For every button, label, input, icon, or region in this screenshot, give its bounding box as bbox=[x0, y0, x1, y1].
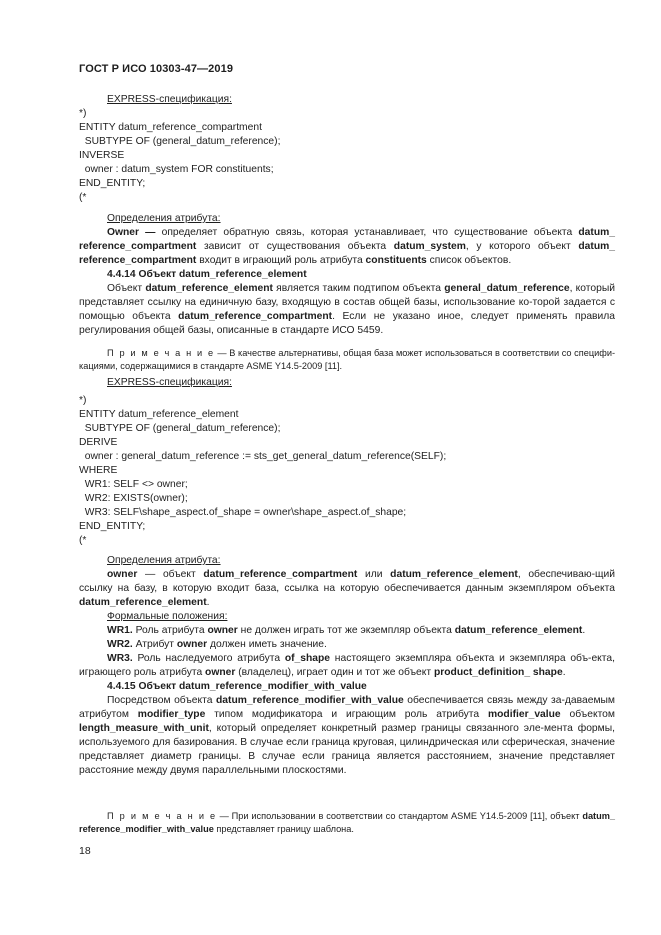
code-line: WR2: EXISTS(owner); bbox=[79, 493, 188, 504]
express-label: EXPRESS-спецификация: bbox=[107, 377, 232, 388]
express-spec-2 bbox=[79, 376, 615, 548]
code-line: WHERE bbox=[79, 465, 118, 476]
section-paragraph-4-4-15: Посредством объекта datum_reference_modifier_with_value обеспечивается связь между за-даваемым атрибутом modifier_type типом модификатора и играющим роль атрибута modifier_value объектом length_measure_with_unit, который определяет конкретный размер границы связанного эле-мента формы, используемого для базирования. В случае если граница круговая, цилиндрическая или сферическая, значение представляет диаметр границы. В случае если граница является расстоянием, значение представляет расстояние между двумя параллельными плоскостями. bbox=[79, 695, 615, 776]
attr-def-label: Определения атрибута: bbox=[107, 213, 221, 224]
note-1: П р и м е ч а н и е — В качестве альтернативы, общая база может использоваться в соответствии со специфи-кациями, содержащимися в стандарте ASME Y14.5-2009 [11]. bbox=[79, 348, 616, 371]
attribute-definitions-1 bbox=[79, 212, 615, 338]
attr-def-label: Определения атрибута: bbox=[107, 555, 221, 566]
document-header: ГОСТ Р ИСО 10303-47—2019 bbox=[79, 63, 234, 75]
code-line: ENTITY datum_reference_element bbox=[79, 409, 239, 420]
code-line: ENTITY datum_reference_compartment bbox=[79, 122, 262, 133]
code-line: owner : general_datum_reference := sts_get_general_datum_reference(SELF); bbox=[79, 451, 447, 462]
owner-definition-1: Owner — определяет обратную связь, которая устанавливает, что существование объекта datum_ reference_compartment зависит от существования объекта datum_system, у которого объект datum_ reference_compartment входит в играющий роль атрибута constituents список объектов. bbox=[79, 227, 616, 266]
section-paragraph-4-4-14: Объект datum_reference_element является таким подтипом объекта general_datum_reference, который представляет ссылку на единичную базу, входящую в состав общей базы, использование ко-торой задается с помощью объекта datum_reference_compartment. Если не указано иное, следует применять правила регулирования общей базы, описанные в стандарте ИСО 5459. bbox=[79, 283, 615, 336]
attribute-definitions-2 bbox=[79, 554, 615, 778]
code-block-2 bbox=[79, 394, 615, 548]
rule-wr3: WR3. Роль наследуемого атрибута of_shape настоящего экземпляра объекта и экземпляра объ-екта, играющего роль атрибута owner (владелец), играет один и тот же объект product_definition_ shape. bbox=[79, 653, 615, 678]
express-spec-1 bbox=[79, 93, 615, 205]
code-line: DERIVE bbox=[79, 437, 118, 448]
code-line: owner : datum_system FOR constituents; bbox=[79, 164, 274, 175]
page-number: 18 bbox=[79, 845, 91, 857]
section-heading-4-4-14: 4.4.14 Объект datum_reference_element bbox=[107, 269, 307, 280]
code-line: SUBTYPE OF (general_datum_reference); bbox=[79, 423, 281, 434]
note-2: П р и м е ч а н и е — При использовании в соответствии со стандартом ASME Y14.5-2009 [11], объект datum_ reference_modifier_with_value представляет границу шаблона. bbox=[79, 811, 616, 834]
code-line: *) bbox=[79, 108, 87, 119]
code-line: (* bbox=[79, 192, 87, 203]
code-line: (* bbox=[79, 535, 87, 546]
rule-wr1: WR1. Роль атрибута owner не должен играть тот же экземпляр объекта datum_reference_element. bbox=[107, 625, 586, 636]
express-label: EXPRESS-спецификация: bbox=[107, 94, 232, 105]
code-line: WR3: SELF\shape_aspect.of_shape = owner\shape_aspect.of_shape; bbox=[79, 507, 407, 518]
code-line: SUBTYPE OF (general_datum_reference); bbox=[79, 136, 281, 147]
rule-wr2: WR2. Атрибут owner должен иметь значение. bbox=[107, 639, 327, 650]
formal-label: Формальные положения: bbox=[107, 611, 228, 622]
code-line: END_ENTITY; bbox=[79, 178, 146, 189]
code-block-1 bbox=[79, 107, 615, 205]
code-line: INVERSE bbox=[79, 150, 125, 161]
section-heading-4-4-15: 4.4.15 Объект datum_reference_modifier_with_value bbox=[107, 681, 367, 692]
owner-definition-2: owner — объект datum_reference_compartment или datum_reference_element, обеспечиваю-щий ссылку на базу, в которую входит база, ссылка на которую обеспечивается данным экземпляром объекта datum_reference_element. bbox=[79, 569, 616, 608]
code-line: END_ENTITY; bbox=[79, 521, 146, 532]
code-line: WR1: SELF <> owner; bbox=[79, 479, 188, 490]
code-line: *) bbox=[79, 395, 87, 406]
